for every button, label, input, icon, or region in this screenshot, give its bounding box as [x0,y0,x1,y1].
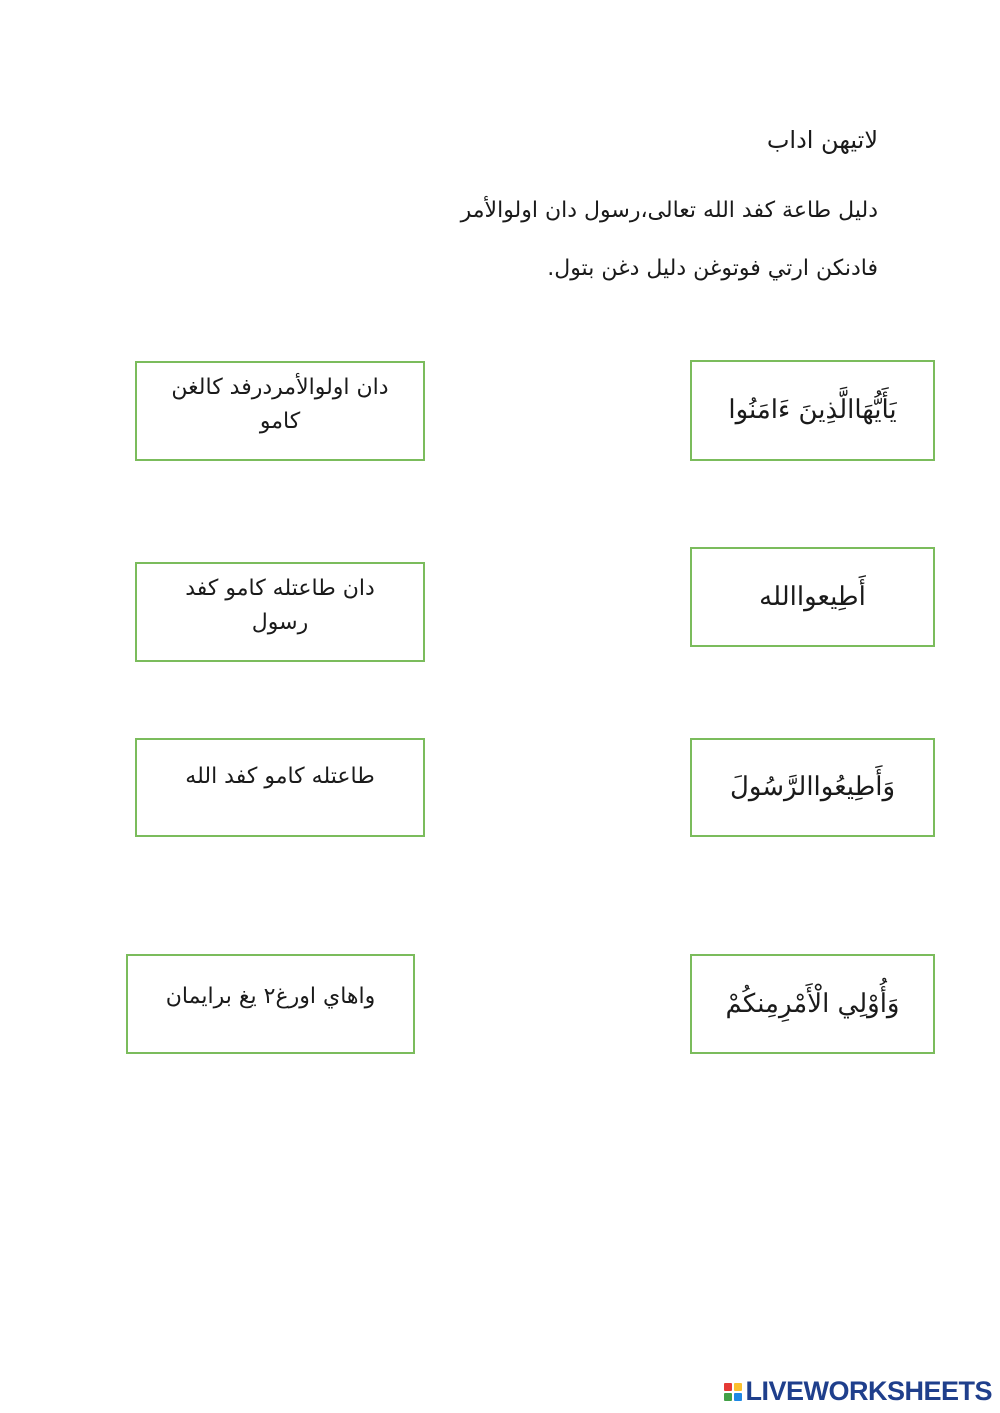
verse-text: يَأَيُّهَاالَّذِينَ ءَامَنُوا [728,395,897,426]
verse-box[interactable] [690,954,935,1054]
verse-box[interactable] [690,547,935,647]
meaning-box[interactable] [135,361,425,461]
logo-square-green [724,1393,732,1401]
logo-square-blue [734,1393,742,1401]
verse-text: وَأَطِيعُواالرَّسُولَ [729,772,896,803]
liveworksheets-logo [724,1376,992,1407]
instruction-line-2: فادنكن ارتي فوتوغن دليل دغن بتول. [547,256,878,281]
instruction-line-1: دليل طاعة كفد الله تعالى،رسول دان اولوالأمر [460,198,878,223]
meaning-box[interactable] [135,562,425,662]
liveworksheets-logo-icon [724,1383,742,1401]
meaning-line-2: رسول [251,610,309,636]
verse-text: أَطِيعواالله [759,581,866,612]
verse-box[interactable] [690,738,935,837]
verse-box[interactable] [690,360,935,461]
liveworksheets-brand-text: LIVEWORKSHEETS [745,1376,992,1406]
meaning-line-1: طاعتله كامو كفد الله [185,764,375,789]
logo-square-yellow [734,1383,742,1391]
meaning-line-1: دان اولوالأمردرفد كالغن [171,375,389,400]
meaning-line-2: كامو [259,409,301,435]
meaning-box[interactable] [126,954,415,1054]
meaning-line-1: واهاي اورغ٢ يغ برايمان [165,984,376,1009]
meaning-box[interactable] [135,738,425,837]
verse-text: وَأُوْلِي الْأَمْرِمِنكُمْ [725,988,900,1019]
meaning-line-1: دان طاعتله كامو كفد [185,576,375,601]
logo-square-red [724,1383,732,1391]
worksheet-title: لاتيهن اداب [766,126,878,154]
